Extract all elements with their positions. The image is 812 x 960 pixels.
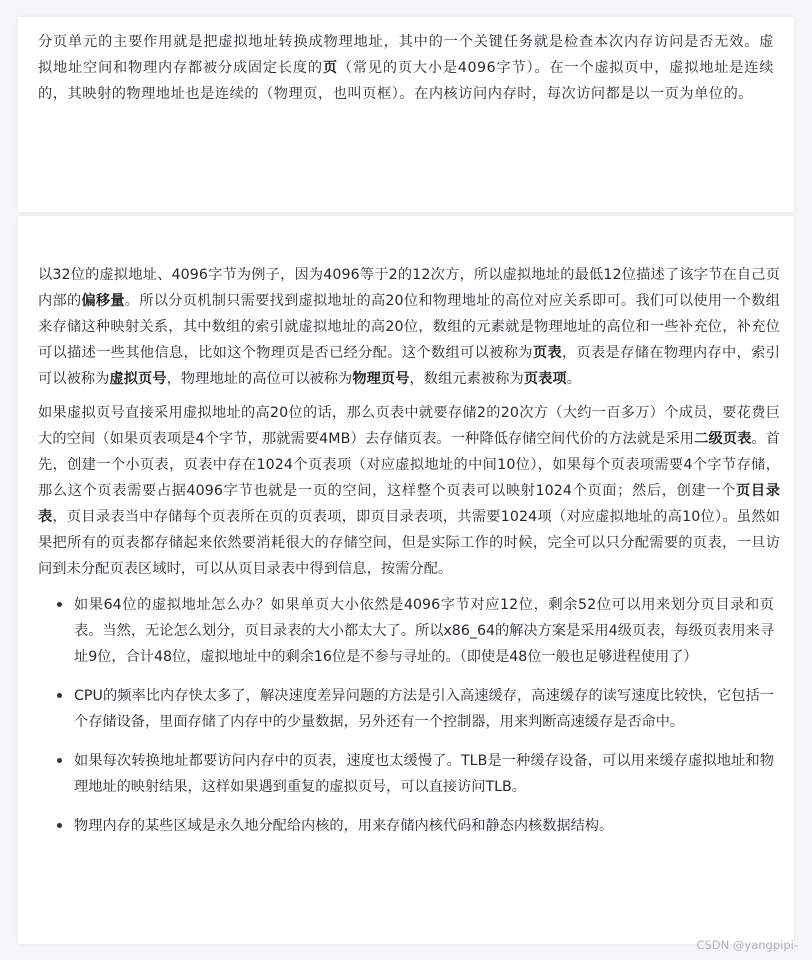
list-item: 如果每次转换地址都要访问内存中的页表，速度也太缓慢了。TLB是一种缓存设备，可以用来缓存虚拟地址和物理地址的映射结果，这样如果遇到重复的虚拟页号，可以直接访问TLB。 bbox=[74, 748, 780, 800]
list-item: CPU的频率比内存快太多了，解决速度差异问题的方法是引入高速缓存，高速缓存的读写速度比较快，它包括一个存储设备，里面存储了内存中的少量数据，另外还有一个控制器，用来判断高速缓存是否命中。 bbox=[74, 683, 780, 735]
term-offset: 偏移量 bbox=[81, 293, 125, 309]
paging-example-paragraph: 以32位的虚拟地址、4096字节为例子，因为4096等于2的12次方，所以虚拟地址的最低12位描述了该字节在自己页内部的偏移量。所以分页机制只需要找到虚拟地址的高20位和物理地址的高位对应关系即可。我们可以使用一个数组来存储这种映射关系，其中数组的索引就虚拟地址的高20位，数组的元素就是物理地址的高位和一些补充位，补充位可以描述一些其他信息，比如这个物理页是否已经分配。这个数组可以被称为页表，页表是存储在物理内存中，索引可以被称为虚拟页号，物理地址的高位可以被称为物理页号，数组元素被称为页表项。 bbox=[38, 267, 781, 387]
term-physical-page-number: 物理页号 bbox=[352, 371, 410, 387]
intro-paragraph: 分页单元的主要作用就是把虚拟地址转换成物理地址，其中的一个关键任务就是检查本次内存访问是否无效。虚拟地址空间和物理内存都被分成固定长度的页（常见的页大小是4096字节）。在一个虚拟页中，虚拟地址是连续的，其映射的物理地址也是连续的（物理页，也叫页框）。在内核访问内存时，每次访问都是以一页为单位的。 bbox=[38, 34, 774, 102]
term-page-directory: 页目录表 bbox=[38, 483, 780, 525]
term-page-table: 页表 bbox=[532, 345, 562, 361]
term-page-table-entry: 页表项 bbox=[523, 371, 567, 387]
list-item: 如果64位的虚拟地址怎么办？如果单页大小依然是4096字节对应12位，剩余52位可以用来划分页目录和页表。当然，无论怎么划分，页目录表的大小都太大了。所以x86_64的解决方案是采用4级页表，每级页表用来寻址9位，合计48位，虚拟地址中的剩余16位是不参与寻址的。（即使是48位一般也足够进程使用了） bbox=[74, 592, 780, 670]
intro-card bbox=[18, 17, 794, 212]
csdn-watermark: CSDN @yangpipi- bbox=[696, 938, 798, 952]
list-item: 物理内存的某些区域是永久地分配给内核的，用来存储内核代码和静态内核数据结构。 bbox=[74, 813, 780, 839]
notes-list bbox=[38, 592, 780, 839]
term-virtual-page-number: 虚拟页号 bbox=[109, 371, 167, 387]
term-page: 页 bbox=[322, 60, 338, 76]
term-two-level-page-table: 二级页表 bbox=[694, 431, 752, 447]
two-level-page-table-paragraph: 如果虚拟页号直接采用虚拟地址的高20位的话，那么页表中就要存储2的20次方（大约一百多万）个成员，要花费巨大的空间（如果页表项是4个字节，那就需要4MB）去存储页表。一种降低存储空间代价的方法就是采用二级页表。首先，创建一个小页表，页表中存在1024个页表项（对应虚拟地址的中间10位），如果每个页表项需要4个字节存储，那么这个页表需要占据4096字节也就是一页的空间，这样整个页表可以映射1024个页面；然后，创建一个页目录表，页目录表当中存储每个页表所在页的页表项，即页目录表项，共需要1024项（对应虚拟地址的高10位）。虽然如果把所有的页表都存储起来依然要消耗很大的存储空间，但是实际工作的时候，完全可以只分配需要的页表，一旦访问到未分配页表区域时，可以从页目录表中得到信息，按需分配。 bbox=[38, 405, 781, 577]
content-card bbox=[18, 216, 794, 944]
